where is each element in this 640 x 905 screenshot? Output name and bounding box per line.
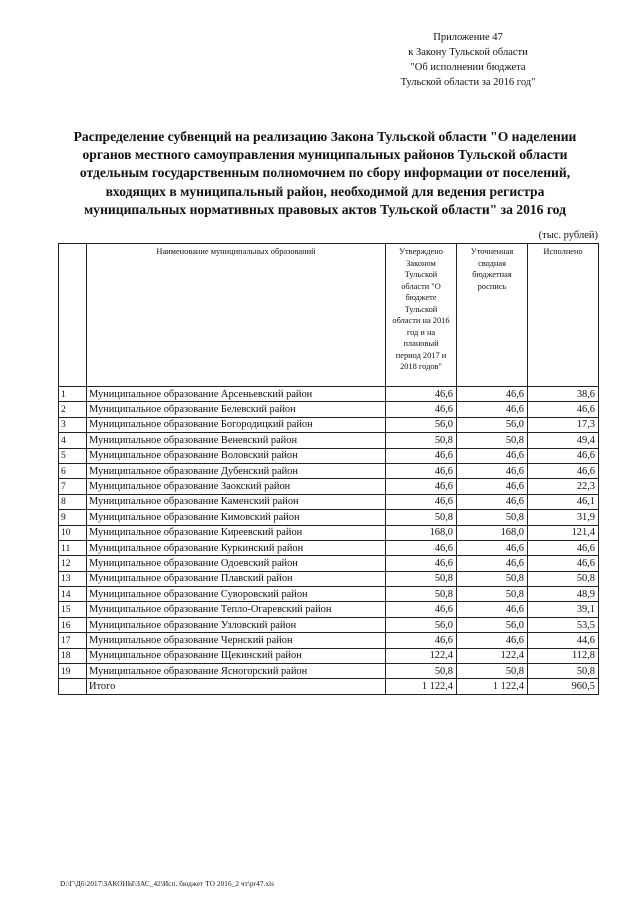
header-revised: Уточненная сводная бюджетная роспись (457, 244, 528, 387)
row-approved: 46,6 (386, 633, 457, 648)
table-row (59, 525, 599, 540)
document-title: Распределение субвенций на реализацию Закона Тульской области "О наделении органов местного самоуправления муниципальных районов Тульской области отдельным государственным полномочием по сбору информации от поселений, входящих в муниципальный район, необходимой для ведения регистра муниципальных нормативных правовых актов Тульской области" за 2016 год (73, 129, 577, 217)
row-revised: 46,6 (457, 494, 528, 509)
row-name: Муниципальное образование Веневский район (87, 433, 386, 448)
row-executed: 49,4 (528, 433, 599, 448)
row-number: 5 (59, 448, 87, 463)
row-approved: 50,8 (386, 433, 457, 448)
row-name: Муниципальное образование Каменский район (87, 494, 386, 509)
row-revised: 46,6 (457, 387, 528, 402)
subventions-table (58, 243, 599, 695)
row-number: 10 (59, 525, 87, 540)
row-approved: 46,6 (386, 402, 457, 417)
row-name: Муниципальное образование Плавский район (87, 571, 386, 586)
row-revised: 50,8 (457, 664, 528, 679)
row-name: Муниципальное образование Куркинский район (87, 540, 386, 555)
row-approved: 122,4 (386, 648, 457, 663)
appendix-line-4: Тульской области за 2016 год" (400, 77, 536, 88)
row-executed: 46,6 (528, 556, 599, 571)
row-number: 4 (59, 433, 87, 448)
header-approved: Утверждено Законом Тульской области "О бюджете Тульской области на 2016 год и на плановый период 2017 и 2018 годов" (386, 244, 457, 387)
row-name: Муниципальное образование Заокский район (87, 479, 386, 494)
table-row (59, 387, 599, 402)
row-number: 1 (59, 387, 87, 402)
row-number: 15 (59, 602, 87, 617)
row-name: Муниципальное образование Киреевский район (87, 525, 386, 540)
row-name: Муниципальное образование Арсеньевский район (87, 387, 386, 402)
table-row (59, 479, 599, 494)
row-executed: 39,1 (528, 602, 599, 617)
table-header-row (59, 244, 599, 387)
table-row (59, 433, 599, 448)
appendix-reference (368, 30, 568, 90)
units-label: (тыс. рублей) (538, 230, 598, 241)
row-revised: 46,6 (457, 402, 528, 417)
row-executed: 46,6 (528, 463, 599, 478)
row-executed: 44,6 (528, 633, 599, 648)
row-number: 12 (59, 556, 87, 571)
row-name: Муниципальное образование Чернский район (87, 633, 386, 648)
appendix-line-2: к Закону Тульской области (408, 47, 528, 58)
row-revised: 46,6 (457, 556, 528, 571)
row-number: 3 (59, 417, 87, 432)
row-name: Муниципальное образование Кимовский район (87, 510, 386, 525)
row-name: Муниципальное образование Воловский район (87, 448, 386, 463)
row-revised: 56,0 (457, 617, 528, 632)
row-revised: 46,6 (457, 448, 528, 463)
row-number: 18 (59, 648, 87, 663)
row-number: 7 (59, 479, 87, 494)
table-row (59, 402, 599, 417)
row-executed: 53,5 (528, 617, 599, 632)
header-executed: Исполнено (528, 244, 599, 387)
row-approved: 46,6 (386, 494, 457, 509)
row-name: Муниципальное образование Богородицкий район (87, 417, 386, 432)
row-executed: 22,3 (528, 479, 599, 494)
appendix-line-1: Приложение 47 (433, 32, 503, 43)
table-row (59, 417, 599, 432)
row-revised: 56,0 (457, 417, 528, 432)
row-revised: 50,8 (457, 433, 528, 448)
row-executed: 48,9 (528, 587, 599, 602)
total-approved: 1 122,4 (386, 679, 457, 694)
row-approved: 50,8 (386, 510, 457, 525)
row-approved: 50,8 (386, 571, 457, 586)
total-label: Итого (87, 679, 386, 694)
row-approved: 168,0 (386, 525, 457, 540)
row-number: 14 (59, 587, 87, 602)
row-name: Муниципальное образование Узловский район (87, 617, 386, 632)
row-executed: 46,6 (528, 448, 599, 463)
row-number: 13 (59, 571, 87, 586)
row-number: 8 (59, 494, 87, 509)
row-number: 9 (59, 510, 87, 525)
row-executed: 112,8 (528, 648, 599, 663)
table-row (59, 448, 599, 463)
row-revised: 46,6 (457, 540, 528, 555)
row-name: Муниципальное образование Ясногорский район (87, 664, 386, 679)
row-revised: 46,6 (457, 602, 528, 617)
row-executed: 46,1 (528, 494, 599, 509)
row-revised: 50,8 (457, 510, 528, 525)
row-approved: 46,6 (386, 448, 457, 463)
row-approved: 46,6 (386, 479, 457, 494)
row-approved: 56,0 (386, 617, 457, 632)
row-number: 19 (59, 664, 87, 679)
total-revised: 1 122,4 (457, 679, 528, 694)
row-number: 6 (59, 463, 87, 478)
row-executed: 50,8 (528, 571, 599, 586)
row-revised: 50,8 (457, 571, 528, 586)
row-name: Муниципальное образование Одоевский район (87, 556, 386, 571)
table-row (59, 602, 599, 617)
row-revised: 46,6 (457, 479, 528, 494)
table-row (59, 510, 599, 525)
row-name: Муниципальное образование Щекинский район (87, 648, 386, 663)
row-name: Муниципальное образование Тепло-Огаревский район (87, 602, 386, 617)
header-number (59, 244, 87, 387)
row-number: 2 (59, 402, 87, 417)
table-row (59, 463, 599, 478)
table-row (59, 587, 599, 602)
row-approved: 46,6 (386, 387, 457, 402)
total-executed: 960,5 (528, 679, 599, 694)
row-revised: 46,6 (457, 463, 528, 478)
table-row (59, 556, 599, 571)
table-row (59, 540, 599, 555)
total-number (59, 679, 87, 694)
row-executed: 31,9 (528, 510, 599, 525)
row-executed: 121,4 (528, 525, 599, 540)
row-number: 16 (59, 617, 87, 632)
row-revised: 46,6 (457, 633, 528, 648)
header-name: Наименование муниципальных образований (87, 244, 386, 387)
row-executed: 46,6 (528, 540, 599, 555)
row-name: Муниципальное образование Суворовский район (87, 587, 386, 602)
row-approved: 46,6 (386, 463, 457, 478)
row-approved: 46,6 (386, 540, 457, 555)
table-row (59, 617, 599, 632)
row-approved: 50,8 (386, 664, 457, 679)
row-name: Муниципальное образование Белевский район (87, 402, 386, 417)
row-approved: 56,0 (386, 417, 457, 432)
row-number: 17 (59, 633, 87, 648)
row-revised: 168,0 (457, 525, 528, 540)
file-path-footer: D:\Г\Д6\2017\ЗАКОНЫ\ЗАС_42\Исп. бюджет ТО 2016_2 чт\pr47.xls (60, 880, 275, 888)
appendix-line-3: "Об исполнении бюджета (410, 62, 526, 73)
table-row (59, 648, 599, 663)
table-total-row (59, 679, 599, 694)
table-row (59, 664, 599, 679)
row-executed: 50,8 (528, 664, 599, 679)
row-approved: 46,6 (386, 602, 457, 617)
row-revised: 50,8 (457, 587, 528, 602)
row-executed: 38,6 (528, 387, 599, 402)
table-row (59, 571, 599, 586)
table-row (59, 633, 599, 648)
row-number: 11 (59, 540, 87, 555)
table-row (59, 494, 599, 509)
row-approved: 50,8 (386, 587, 457, 602)
row-revised: 122,4 (457, 648, 528, 663)
row-approved: 46,6 (386, 556, 457, 571)
row-executed: 17,3 (528, 417, 599, 432)
row-name: Муниципальное образование Дубенский район (87, 463, 386, 478)
row-executed: 46,6 (528, 402, 599, 417)
